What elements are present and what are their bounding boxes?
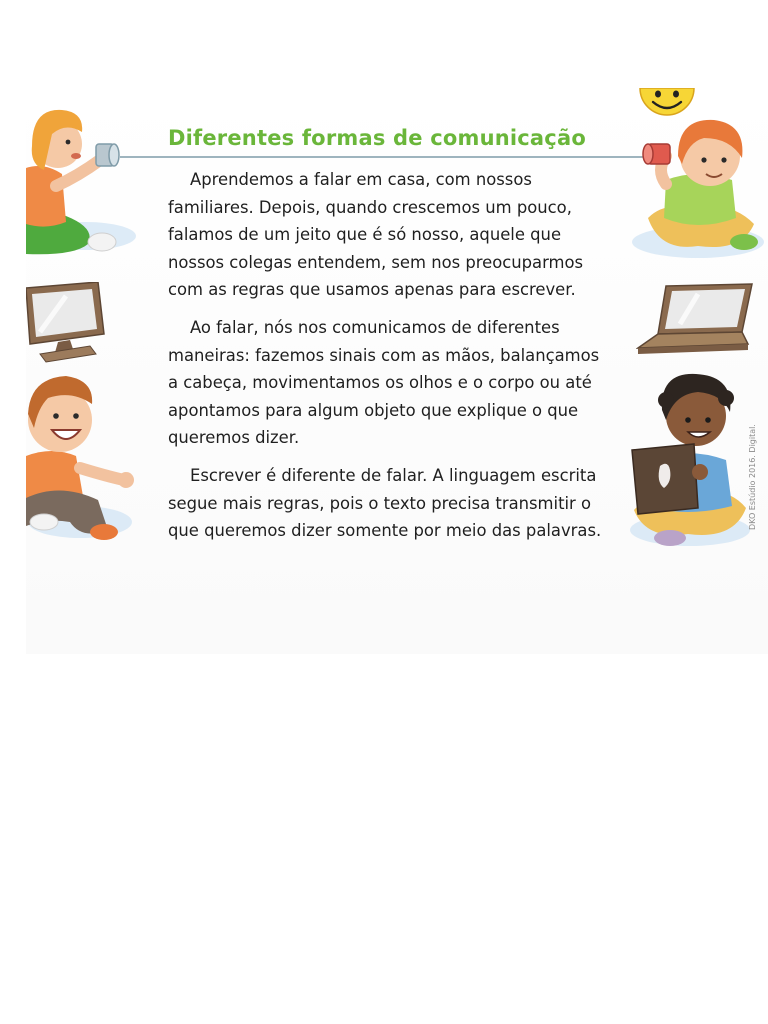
paragraph-3: Escrever é diferente de falar. A linguagem escrita segue mais regras, pois o texto precisa transmitir o que queremos dizer somente por meio das palavras. — [168, 465, 602, 541]
image-credit: DKO Estúdio 2016. Digital. — [748, 424, 757, 530]
body-text — [168, 166, 614, 555]
girl-with-tin-can-icon — [26, 104, 136, 264]
boy-talking-icon — [26, 372, 136, 544]
laptop-icon — [636, 282, 756, 356]
tin-can-string — [120, 150, 650, 164]
computer-monitor-icon — [26, 282, 110, 364]
paragraph-2: Ao falar, nós nos comunicamos de diferentes maneiras: fazemos sinais com as mãos, balançamos a cabeça, movimentamos os olhos e o corpo ou até apontamos para algum objeto que explique o que queremos dizer. — [168, 317, 600, 448]
boy-with-tin-can-icon — [626, 114, 768, 264]
boy-with-tablet-icon — [626, 370, 752, 556]
paragraph-1: Aprendemos a falar em casa, com nossos familiares. Depois, quando crescemos um pouco, falamos de um jeito que é só nosso, aquele que nossos colegas entendem, sem nos preocuparmos com as regras que usamos apenas para escrever. — [168, 170, 584, 300]
section-title: Diferentes formas de comunicação — [168, 126, 586, 150]
